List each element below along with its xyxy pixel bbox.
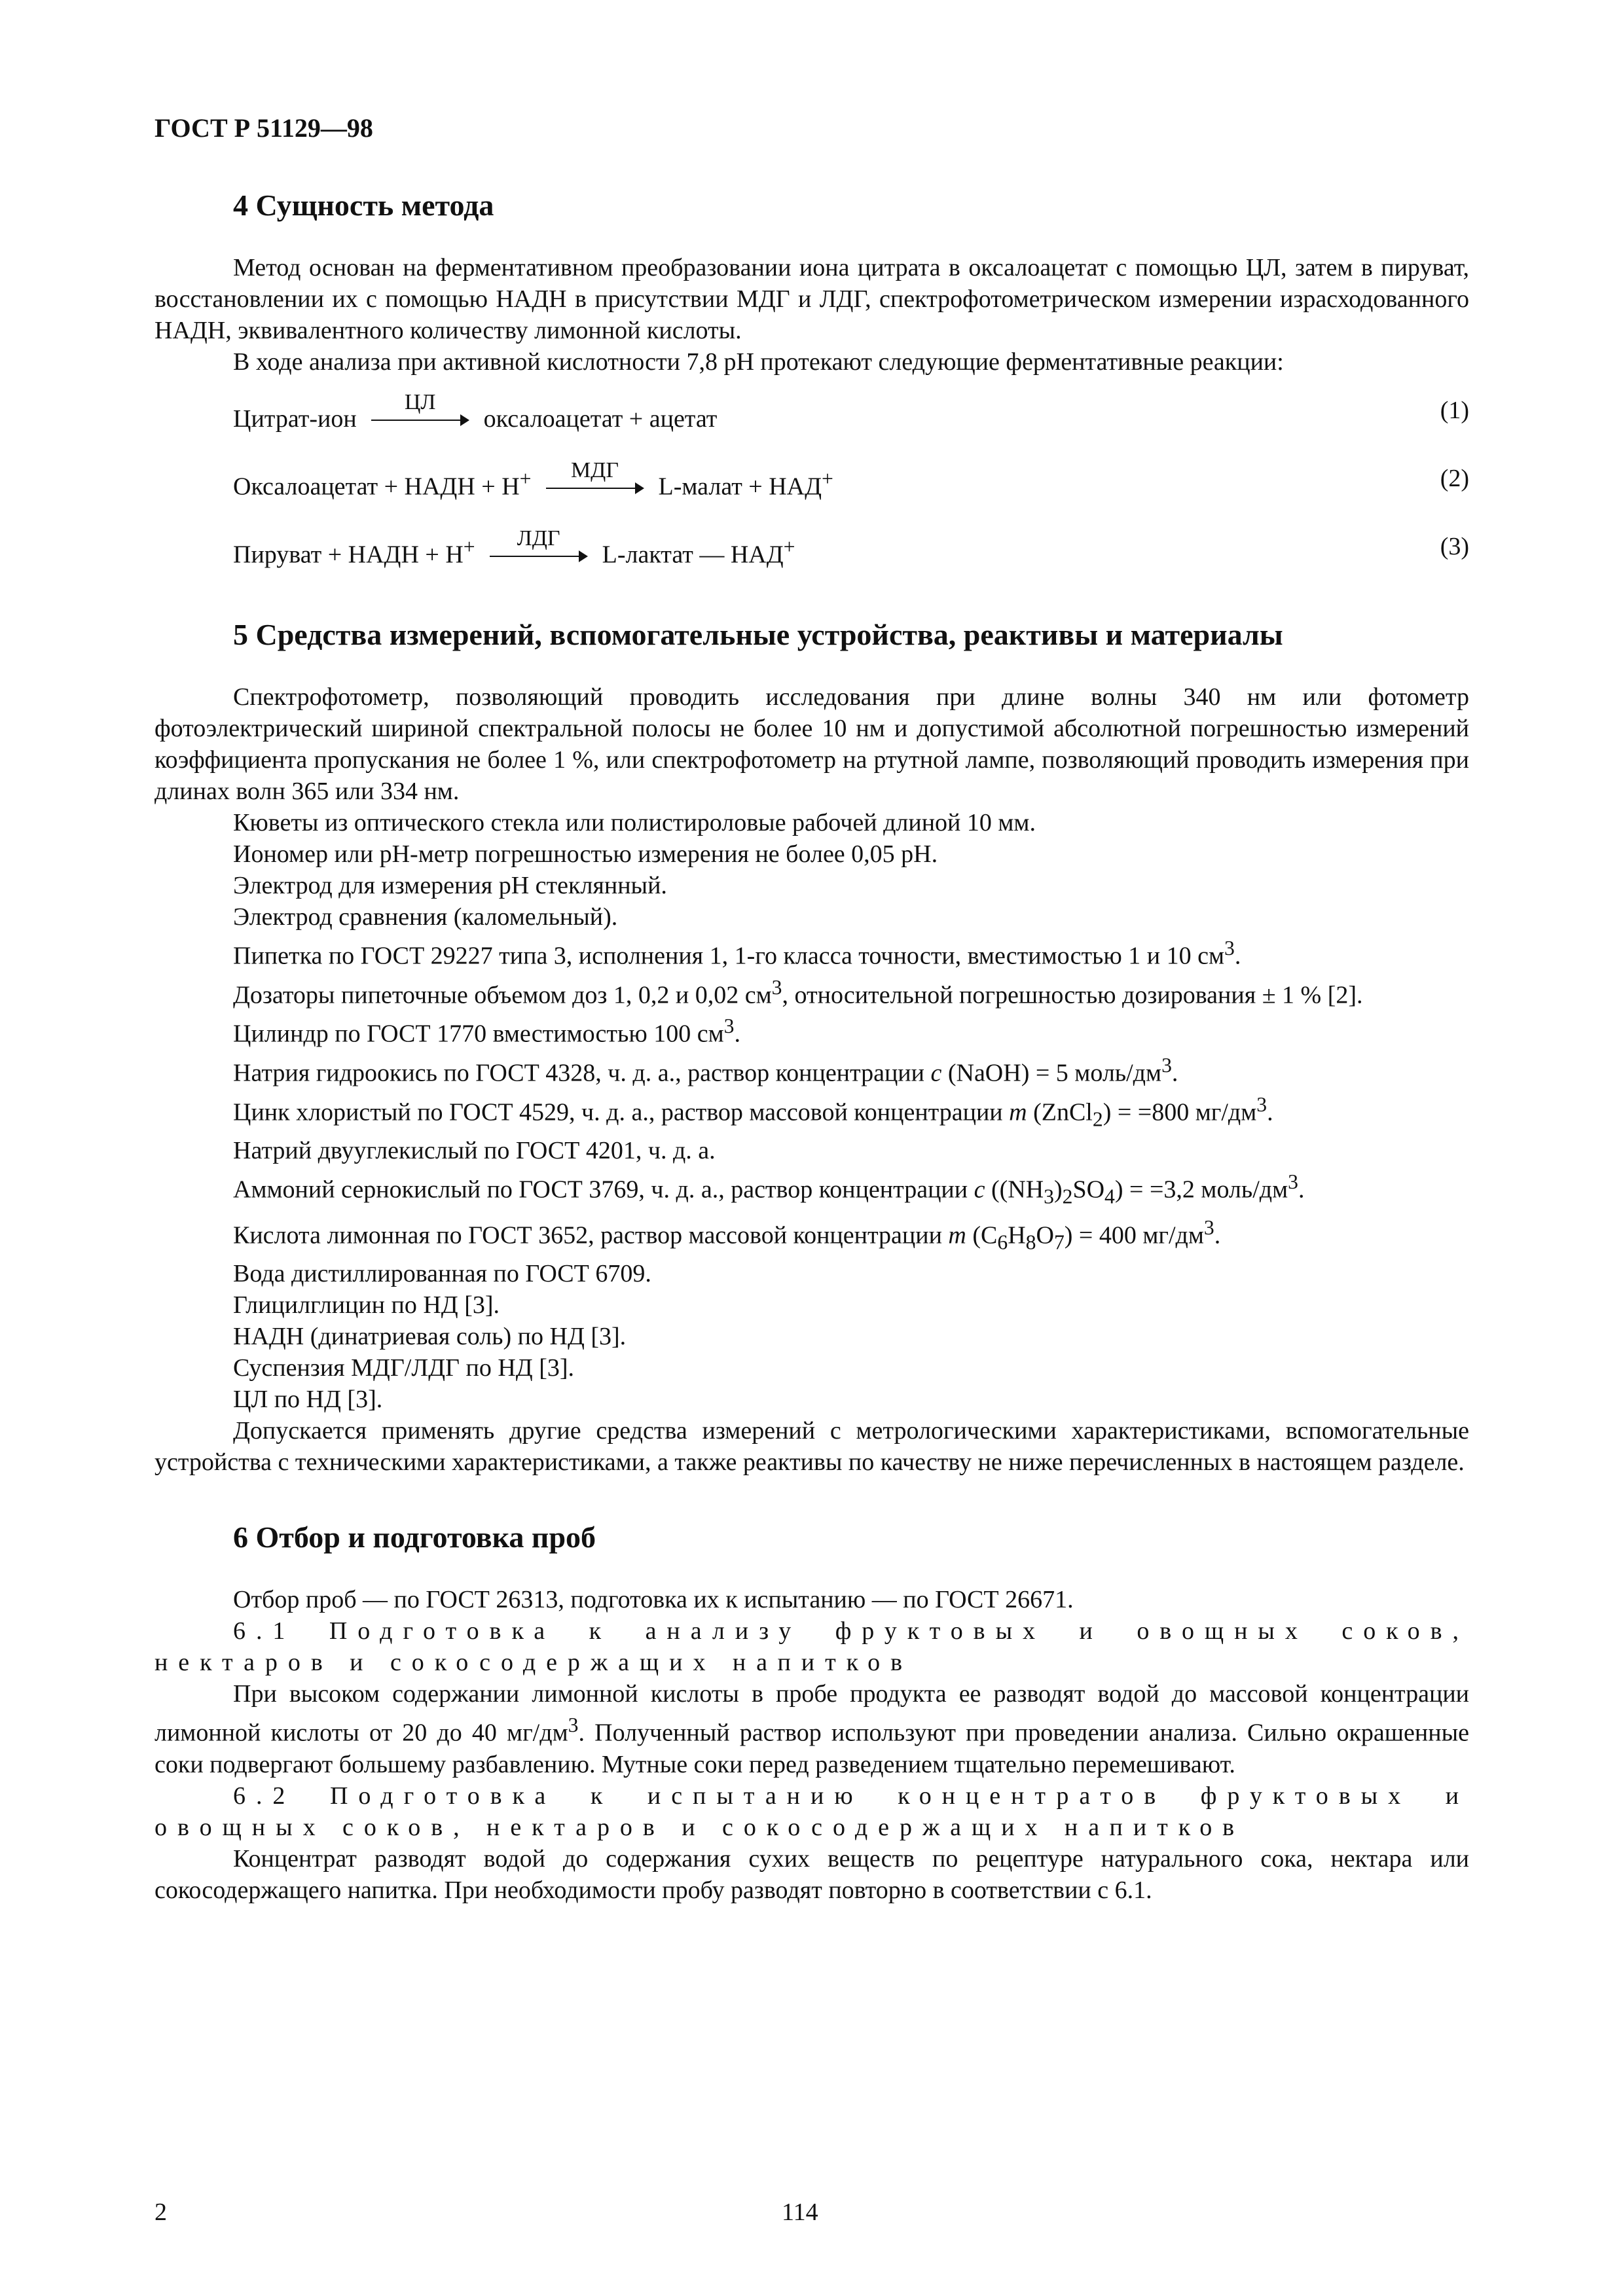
page-number-left: 2 [155,2198,167,2226]
paragraph: Метод основан на ферментативном преобразовании иона цитрата в оксалоацетат с помощью ЦЛ, затем в пируват, восстановлении их с помощью НАДН в присутствии МДГ и ЛДГ, спектрофотометрическом измерении израсходованного НАДН, эквивалентного количеству лимонной кислоты. [155,254,1469,344]
reaction-arrow [490,526,588,570]
eq-rhs: L-малат + НАД [658,473,822,501]
paragraph: Спектрофотометр, позволяющий проводить исследования при длине волны 340 нм или фотометр фотоэлектрический шириной спектральной полосы не более 10 нм и допустимой абсолютной погрешностью измерений коэффициента пропускания не более 1 %, или спектрофотометр на ртутной лампе, позволяющий проводить измерения при длинах волн 365 или 334 нм. [155,683,1469,805]
eq-lhs: Оксалоацетат + НАДН + Н [233,473,520,501]
paragraph: ЦЛ по НД [3]. [233,1386,383,1414]
eq-sup: + [822,467,833,491]
section-5-title: 5 Средства измерений, вспомогательные устройства, реактивы и материалы [233,618,1283,651]
paragraph: Кюветы из оптического стекла или полистироловые рабочей длиной 10 мм. [233,809,1036,836]
paragraph: Глицилглицин по НД [3]. [233,1291,500,1319]
equation-3 [155,514,1469,582]
paragraph: Натрия гидроокись по ГОСТ 4328, ч. д. а., раствор концентрации c (NaOH) = 5 моль/$дм^3$. [233,1053,1178,1087]
paragraph: Цилиндр по ГОСТ 1770 вместимостью 100 $см^3$. [233,1014,740,1048]
equation-1 [155,378,1469,446]
paragraph: НАДН (динатриевая соль) по НД [3]. [233,1323,627,1351]
page-number-center: 114 [782,2198,818,2226]
equation-number: (2) [1440,465,1469,492]
paragraph: Кислота лимонная по ГОСТ 3652, раствор массовой концентрации m $(C_6H_8O_7) = 400$ $мг/дм^3$. [233,1216,1221,1254]
eq-sup: + [463,535,475,559]
equation-2 [155,446,1469,514]
reaction-arrow [546,458,644,502]
reaction-arrow [371,390,469,434]
paragraph: Пипетка по ГОСТ 29227 типа 3, исполнения 1, 1-го класса точности, вместимостью 1 и 10 $см^3$. [233,937,1241,970]
paragraph: При высоком содержании лимонной кислоты в пробе продукта ее разводят водой до массовой концентрации лимонной кислоты от 20 до 40 $мг/дм^3$. Полученный раствор используют при проведении анализа. Сильно окрашенные соки подвергают большему разбавлению. Мутные соки перед разведением тщательно перемешивают. [155,1680,1469,1779]
enzyme-label: МДГ [570,458,619,482]
paragraph: Концентрат разводят водой до содержания сухих веществ по рецептуре натурального сока, нектара или сокосодержащего напитка. При необходимости пробу разводят повторно в соответствии с 6.1. [155,1845,1469,1905]
subsection-heading: 6.2 Подготовка к испытанию концентратов фруктовых и овощных соков, нектаров и сокосодержащих напитков [155,1782,1469,1842]
paragraph: Суспензия МДГ/ЛДГ по НД [3]. [233,1354,575,1382]
paragraph: Натрий двууглекислый по ГОСТ 4201, ч. д. а. [233,1136,716,1164]
paragraph: Вода дистиллированная по ГОСТ 6709. [233,1260,651,1288]
eq-sup: + [519,467,532,491]
section-4-title: 4 Сущность метода [233,188,494,222]
eq-rhs: оксалоацетат + ацетат [483,404,718,433]
section-6-title: 6 Отбор и подготовка проб [233,1520,596,1554]
equation-number: (1) [1440,397,1469,424]
document-header: ГОСТ Р 51129—98 [155,113,373,143]
subsection-heading: 6.1 Подготовка к анализу фруктовых и овощных соков, нектаров и сокосодержащих напитков [155,1617,1469,1677]
paragraph: Цинк хлористый по ГОСТ 4529, ч. д. а., раствор массовой концентрации m (ZnCl$_2$) = =800 $мг/дм^3$. [233,1092,1273,1130]
paragraph: Дозаторы пипеточные объемом доз 1, 0,2 и 0,02 $см^3$, относительной погрешностью дозирования ± 1 % [2]. [233,975,1363,1009]
eq-sup: + [783,535,795,559]
eq-lhs: Пируват + НАДН + Н [233,541,464,569]
page-content [155,187,1469,1906]
enzyme-label: ЛДГ [517,526,560,550]
paragraph: Допускается применять другие средства измерений с метрологическими характеристиками, вспомогательные устройства с техническими характеристиками, а также реактивы по качеству не ниже перечисленных в настоящем разделе. [155,1417,1469,1477]
paragraph: Иономер или рН-метр погрешностью измерения не более 0,05 рН. [233,840,938,868]
enzyme-label: ЦЛ [404,390,436,414]
paragraph: Электрод сравнения (каломельный). [233,903,618,931]
paragraph: Электрод для измерения рН стеклянный. [233,872,667,899]
equation-number: (3) [1440,533,1469,560]
paragraph: Аммоний сернокислый по ГОСТ 3769, ч. д. а., раствор концентрации c $((NH_3)_2SO_4) = =3,2$ моль/$дм^3$. [233,1170,1305,1208]
paragraph: Отбор проб — по ГОСТ 26313, подготовка их к испытанию — по ГОСТ 26671. [233,1586,1074,1614]
eq-rhs: L-лактат — НАД [602,541,784,569]
paragraph: В ходе анализа при активной кислотности 7,8 рН протекают следующие ферментативные реакции: [233,348,1284,376]
eq-lhs: Цитрат-ион [233,404,357,433]
